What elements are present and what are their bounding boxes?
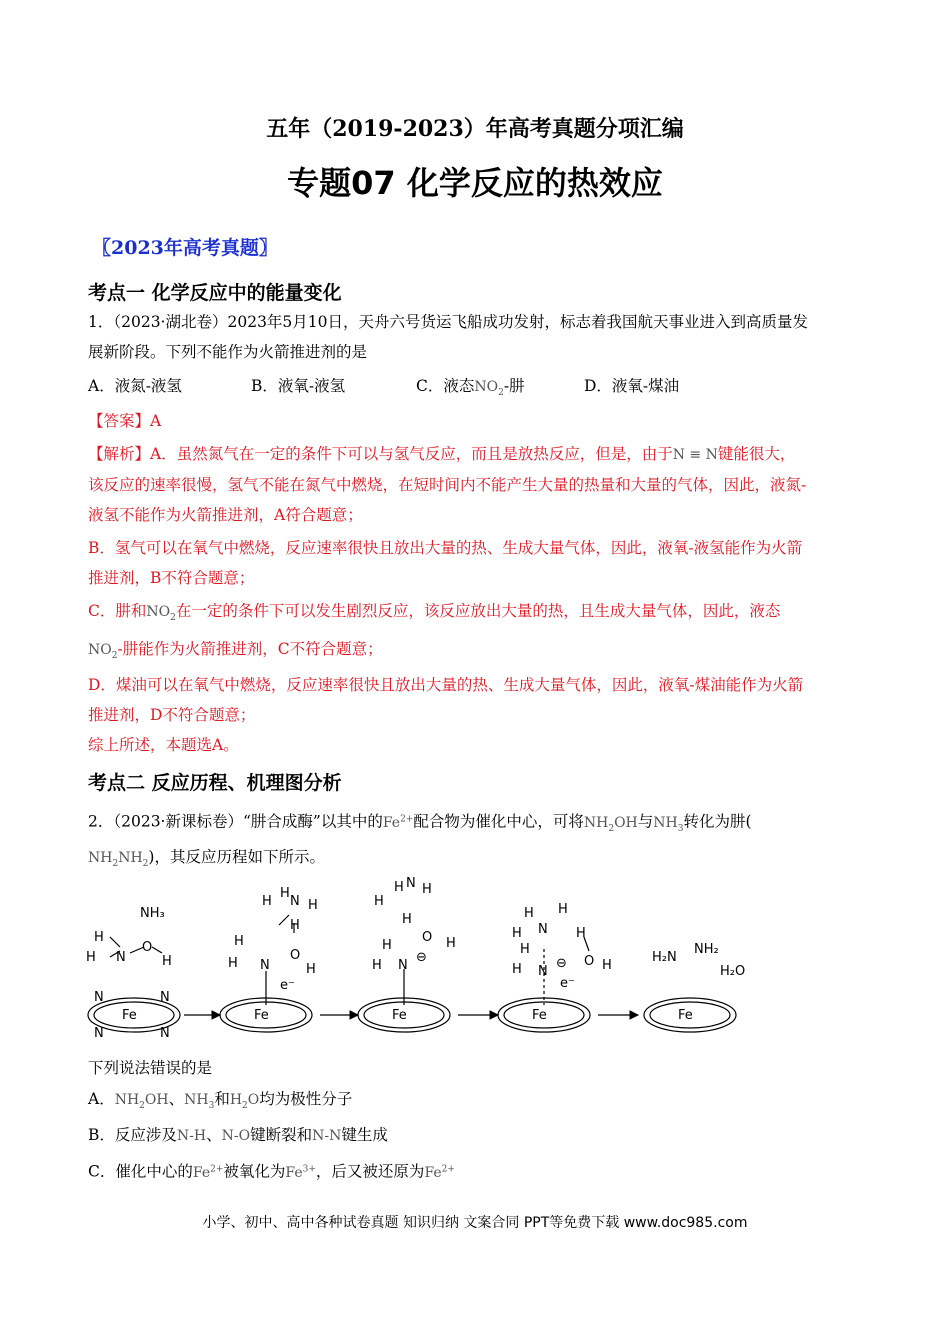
svg-text:Fe: Fe [254,1008,269,1023]
svg-text:H: H [520,942,530,957]
svg-text:H: H [290,918,300,933]
key-point-1-heading: 考点一 化学反应中的能量变化 [88,282,342,304]
formula-fe2: $Fe^{2+}$ [192,1164,224,1181]
svg-text:H: H [308,898,318,913]
q1-explain-line5: 推进剂，B不符合题意； [88,569,255,587]
label-fe: Fe [122,1008,137,1023]
svg-text:Fe: Fe [678,1008,693,1023]
svg-text:N: N [538,922,548,937]
q1-explain-line6: C．肼和$NO_2$在一定的条件下可以发生剧烈反应，该反应放出大量的热，且生成大量气体，因此，液态 [88,602,781,623]
svg-text:Fe: Fe [392,1008,407,1023]
svg-text:H: H [402,912,412,927]
q1-option-c: C．液态$NO_2-$肼 [416,377,525,398]
formula-n2h4: $NH_2NH_2$ [88,850,149,869]
q1-option-b: B．液氧-液氢 [251,377,346,395]
year-section-heading: 〖2023年高考真题〗 [92,237,278,259]
svg-text:H: H [262,894,272,909]
svg-text:H: H [374,894,384,909]
q1-explain-line7: $NO_2-$肼能作为火箭推进剂，C不符合题意； [88,640,383,661]
q2-stem-line2: $NH_2NH_2$)，其反应历程如下所示。 [88,848,325,869]
svg-text:N: N [290,894,300,909]
svg-text:N: N [160,1026,170,1041]
svg-text:H: H [602,958,612,973]
collection-subtitle: 五年（2019-2023）年高考真题分项汇编 [266,116,684,142]
svg-text:H: H [162,954,172,969]
q1-explain-line10: 综上所述，本题选A。 [88,736,239,754]
svg-text:H₂N: H₂N [652,950,677,965]
svg-text:⊖: ⊖ [416,950,427,965]
svg-text:H: H [86,950,96,965]
svg-text:H: H [512,926,522,941]
svg-text:N: N [406,876,416,891]
svg-text:O: O [290,948,301,963]
formula-nh2oh: $NH_2OH$ [114,1092,169,1111]
svg-text:N: N [116,950,126,965]
svg-text:N: N [538,964,548,979]
reaction-mechanism-diagram [84,875,784,1055]
svg-text:H: H [446,936,456,951]
svg-text:H: H [306,962,316,977]
q1-answer: 【答案】A [88,412,162,430]
formula-fe2: $Fe^{2+}$ [382,814,414,831]
svg-text:N: N [260,958,270,973]
formula-no2: $NO_2$ [88,642,118,661]
svg-text:H: H [558,902,568,917]
q1-explain-line3: 液氢不能作为火箭推进剂，A符合题意； [88,506,363,524]
formula-h2o: $H_2O$ [229,1092,260,1111]
q1-explain-line2: 该反应的速率很慢，氢气不能在氮气中燃烧，在短时间内不能产生大量的热量和大量的气体，因此，液氮- [88,476,807,494]
svg-text:H: H [382,938,392,953]
q1-explain-line1: 【解析】A．虽然氮气在一定的条件下可以与氢气反应，而且是放热反应，但是，由于N ≡ N键能很大， [88,445,796,463]
svg-text:O: O [584,954,595,969]
topic-title: 专题07 化学反应的热效应 [287,164,663,202]
q1-explain-line4: B．氢气可以在氧气中燃烧，反应速率很快且放出大量的热、生成大量气体，因此，液氧-液氢能作为火箭 [88,539,803,557]
q2-stem-line1: 2．（2023·新课标卷）“肼合成酶”以其中的$Fe^{2+}$配合物为催化中心，可将$NH_2OH$与$NH_3$转化为肼( [88,812,752,834]
q1-explain-line8: D．煤油可以在氧气中燃烧，反应速率很快且放出大量的热、生成大量气体，因此，液氧-煤油能作为火箭 [88,676,804,694]
q1-stem-line2: 展新阶段。下列不能作为火箭推进剂的是 [88,343,368,361]
svg-text:O: O [422,930,433,945]
formula-n-triple-bond: N ≡ N [672,447,718,463]
svg-text:Fe: Fe [532,1008,547,1023]
svg-text:N: N [160,990,170,1005]
formula-fe2: $Fe^{2+}$ [424,1164,455,1181]
svg-text:N: N [94,1026,104,1041]
svg-text:H: H [422,882,432,897]
page-footer: 小学、初中、高中各种试卷真题 知识归纳 文案合同 PPT等免费下载 www.doc985.com [202,1215,748,1231]
svg-text:H: H [94,930,104,945]
svg-text:H₂O: H₂O [720,964,746,979]
q2-question: 下列说法错误的是 [88,1059,213,1077]
formula-nh3: $NH_3$ [653,814,684,834]
svg-text:H: H [372,958,382,973]
formula-no2: $NO_2$ [146,604,176,623]
svg-text:H: H [280,886,290,901]
label-nh3: NH₃ [140,906,165,921]
q1-stem-line1: 1．（2023·湖北卷）2023年5月10日，天舟六号货运飞船成功发射，标志着我国航天事业进入到高质量发 [88,313,809,331]
svg-text:H: H [228,956,238,971]
formula-no2: $NO_2$ [474,379,504,398]
q2-option-b: B．反应涉及N-H、N-O键断裂和N-N键生成 [88,1126,388,1144]
svg-text:N: N [398,958,408,973]
svg-text:H: H [524,906,534,921]
svg-text:e⁻: e⁻ [560,976,575,991]
q1-option-d: D．液氧-煤油 [584,377,680,395]
svg-text:H: H [512,962,522,977]
formula-nh3: $NH_3$ [184,1092,215,1111]
key-point-2-heading: 考点二 反应历程、机理图分析 [88,772,342,794]
svg-text:N: N [94,990,104,1005]
svg-text:NH₂: NH₂ [694,942,719,957]
formula-fe3: $Fe^{3+}$ [285,1164,316,1181]
q2-option-a: A．$NH_2OH$、$NH_3$和$H_2O$均为极性分子 [88,1090,353,1111]
q1-explain-line9: 推进剂，D不符合题意； [88,706,256,724]
svg-text:H: H [394,880,404,895]
svg-text:H: H [576,926,586,941]
svg-text:O: O [142,940,153,955]
q2-option-c: C．催化中心的$Fe^{2+}$被氧化为$Fe^{3+}$，后又被还原为$Fe^{2+}$ [88,1162,455,1181]
svg-text:⊖: ⊖ [556,956,567,971]
formula-nh2oh: $NH_2OH$ [583,814,638,834]
svg-text:H: H [234,934,244,949]
q1-option-a: A．液氮-液氢 [88,377,182,395]
svg-text:e⁻: e⁻ [280,978,295,993]
